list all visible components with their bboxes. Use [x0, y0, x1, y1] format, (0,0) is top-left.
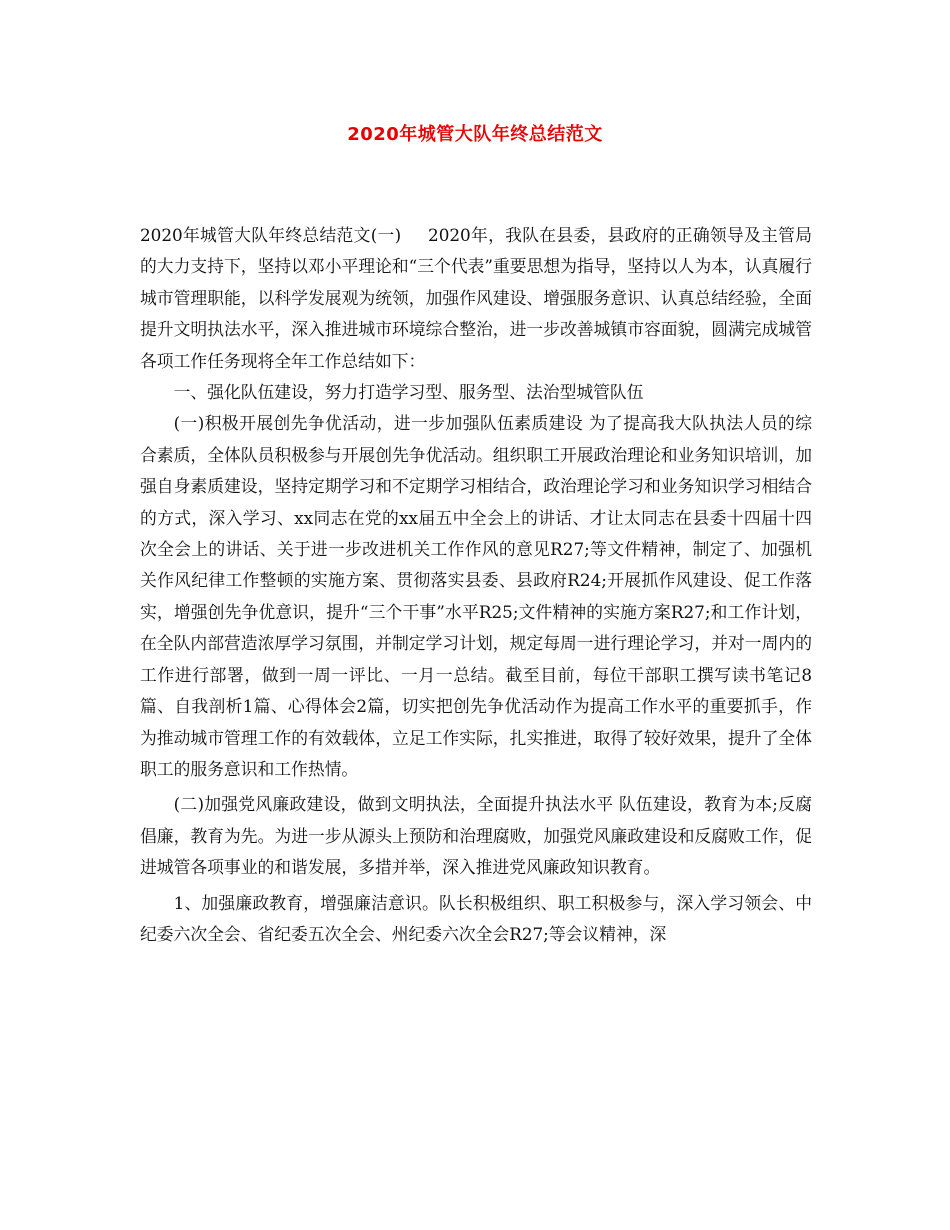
- paragraph-text: 2020年，我队在县委，县政府的正确领导及主管局的大力支持下，坚持以邓小平理论和“三个代表”重要思想为指导，坚持以人为本，认真履行城市管理职能，以科学发展观为统领，加强作风建设、增强服务意识、认真总结经验，全面提升文明执法水平，深入推进城市环境综合整治，进一步改善城镇市容面貌，圆满完成城管各项工作任务现将全年工作总结如下：: [140, 225, 812, 371]
- paragraph: (一)积极开展创先争优活动，进一步加强队伍素质建设 为了提高我大队执法人员的综合素质，全体队员积极参与开展创先争优活动。组织职工开展政治理论和业务知识培训，加强自身素质建设，坚持定期学习和不定期学习相结合，政治理论学习和业务知识学习相结合的方式，深入学习、xx同志在党的xx届五中全会上的讲话、才让太同志在县委十四届十四次全会上的讲话、关于进一步改进机关工作作风的意见R27;等文件精神，制定了、加强机关作风纪律工作整顿的实施方案、贯彻落实县委、县政府R24;开展抓作风建设、促工作落实，增强创先争优意识，提升“三个干事”水平R25;文件精神的实施方案R27;和工作计划，在全队内部营造浓厚学习氛围，并制定学习计划，规定每周一进行理论学习，并对一周内的工作进行部署，做到一周一评比、一月一总结。截至目前，每位干部职工撰写读书笔记8篇、自我剖析1篇、心得体会2篇，切实把创先争优活动作为提高工作水平的重要抓手，作为推动城市管理工作的有效载体，立足工作实际，扎实推进，取得了较好效果，提升了全体职工的服务意识和工作热情。: [140, 413, 812, 779]
- document-body: [140, 220, 812, 950]
- intro-paragraph: [140, 220, 812, 377]
- section-heading: 2020年城管大队年终总结范文(一): [140, 225, 402, 245]
- paragraph: 一、强化队伍建设，努力打造学习型、服务型、法治型城管队伍: [173, 382, 644, 403]
- paragraph: 1、加强廉政教育，增强廉洁意识。队长积极组织、职工积极参与，深入学习领会、中纪委六次全会、省纪委五次全会、州纪委六次全会R27;等会议精神，深: [140, 892, 812, 944]
- paragraph: (二)加强党风廉政建设，做到文明执法，全面提升执法水平 队伍建设，教育为本;反腐倡廉，教育为先。为进一步从源头上预防和治理腐败，加强党风廉政建设和反腐败工作，促进城管各项事业的和谐发展，多措并举，深入推进党风廉政知识教育。: [140, 794, 812, 878]
- document-title: 2020年城管大队年终总结范文: [347, 124, 603, 145]
